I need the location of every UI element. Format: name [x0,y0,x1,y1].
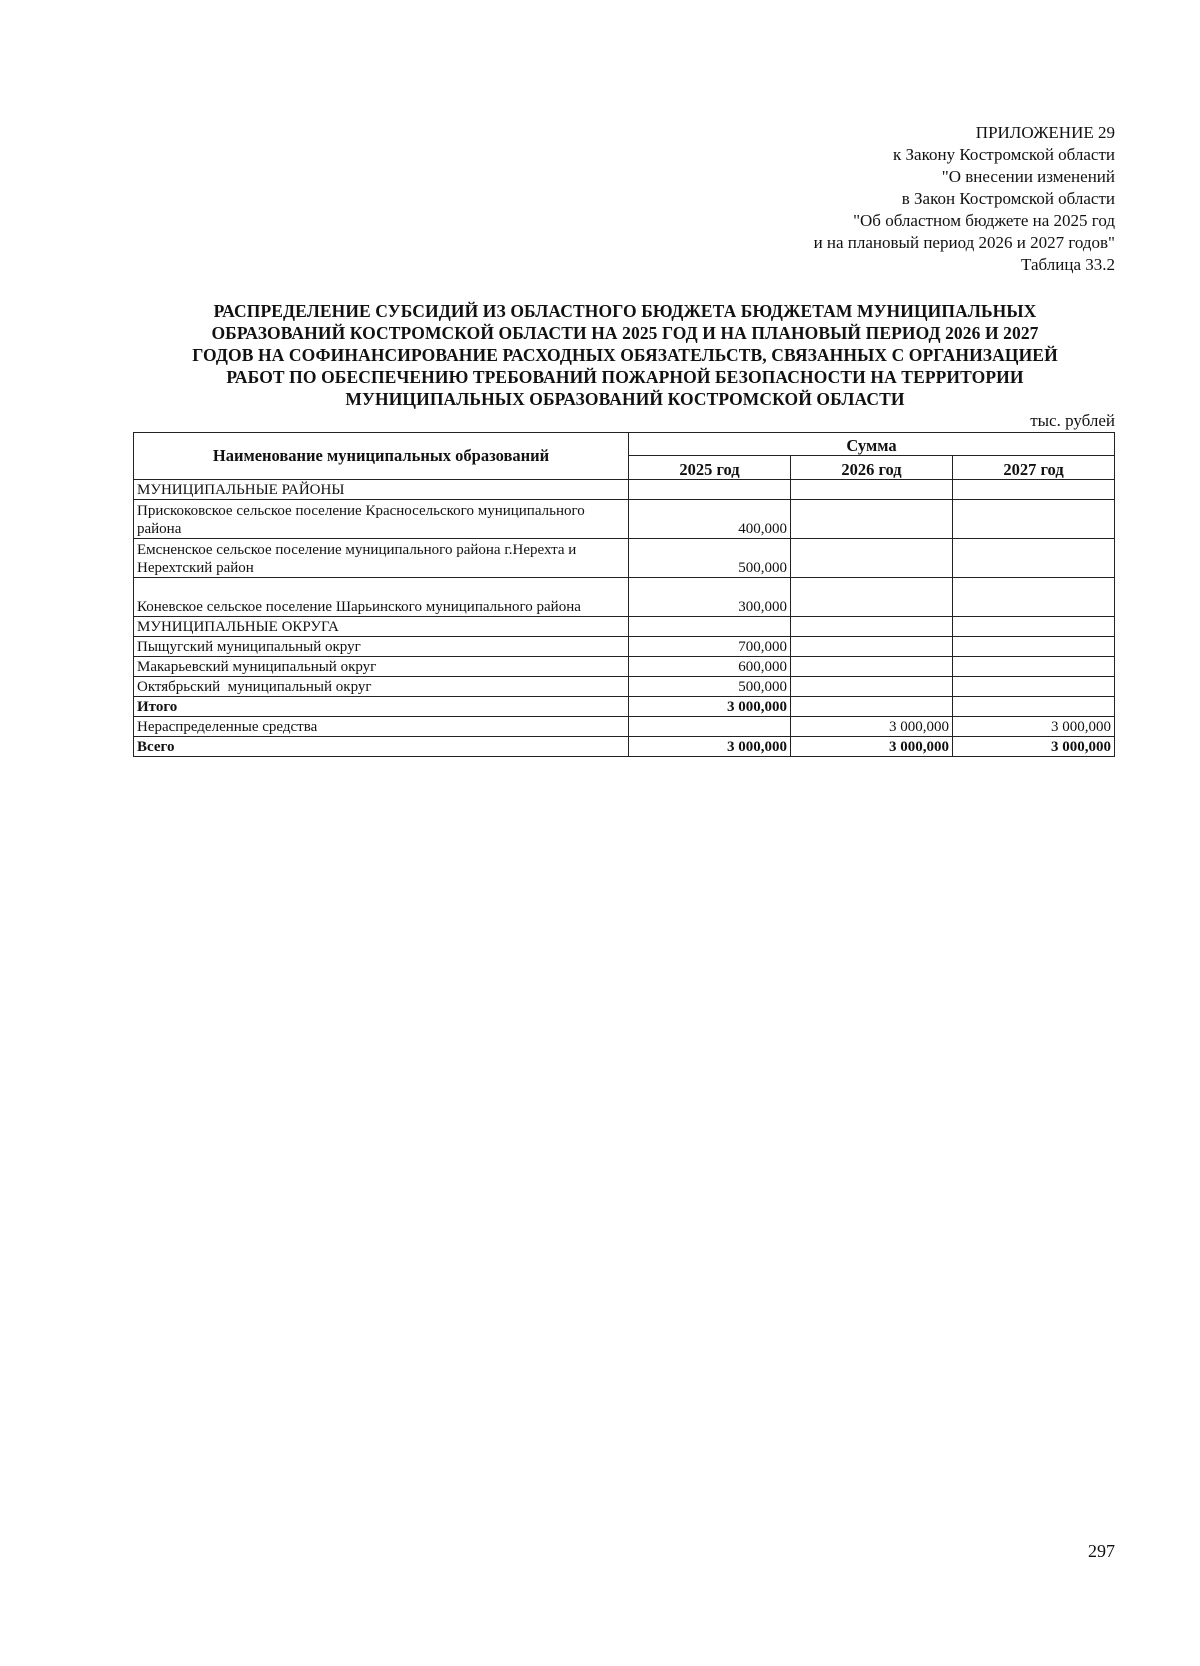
header-name: Наименование муниципальных образований [134,433,629,480]
subsidy-table [133,432,1115,757]
cell-2025: 600,000 [629,657,791,677]
appendix-line: и на плановый период 2026 и 2027 годов" [813,233,1115,252]
cell-2025: 700,000 [629,637,791,657]
table-row [134,539,1115,578]
title-line: ГОДОВ НА СОФИНАНСИРОВАНИЕ РАСХОДНЫХ ОБЯЗАТЕЛЬСТВ, СВЯЗАННЫХ С ОРГАНИЗАЦИЕЙ [192,345,1058,365]
cell-2027 [953,677,1115,697]
cell-2026 [791,578,953,617]
table-row [134,617,1115,637]
document-title [130,300,1120,410]
cell-2025 [629,617,791,637]
row-name: Коневское сельское поселение Шарьинского муниципального района [134,578,629,617]
cell-2026 [791,697,953,717]
cell-2025 [629,480,791,500]
cell-2026: 3 000,000 [791,717,953,737]
table-row [134,500,1115,539]
cell-2025 [629,717,791,737]
cell-2027 [953,637,1115,657]
subtotal-row [134,697,1115,717]
appendix-line: "Об областном бюджете на 2025 год [853,211,1115,230]
row-name: Пыщугский муниципальный округ [134,637,629,657]
header-year-2027: 2027 год [953,455,1115,479]
header-year-2025: 2025 год [629,455,791,479]
cell-2026 [791,500,953,539]
title-line: РАБОТ ПО ОБЕСПЕЧЕНИЮ ТРЕБОВАНИЙ ПОЖАРНОЙ БЕЗОПАСНОСТИ НА ТЕРРИТОРИИ [226,367,1024,387]
table-row [134,480,1115,500]
row-name: МУНИЦИПАЛЬНЫЕ ОКРУГА [134,617,629,637]
table-row [134,657,1115,677]
cell-2027: 3 000,000 [953,737,1115,757]
table-row [134,637,1115,657]
cell-2026 [791,677,953,697]
appendix-title: ПРИЛОЖЕНИЕ 29 [975,123,1115,142]
row-name: Нераспределенные средства [134,717,629,737]
cell-2025: 400,000 [629,500,791,539]
table-row [134,717,1115,737]
appendix-line: "О внесении изменений [941,167,1115,186]
cell-2027 [953,578,1115,617]
title-line: ОБРАЗОВАНИЙ КОСТРОМСКОЙ ОБЛАСТИ НА 2025 ГОД И НА ПЛАНОВЫЙ ПЕРИОД 2026 И 2027 [211,323,1039,343]
cell-2025: 3 000,000 [629,737,791,757]
cell-2026 [791,539,953,578]
header-year-2026: 2026 год [791,455,953,479]
cell-2027 [953,539,1115,578]
appendix-line: в Закон Костромской области [901,189,1115,208]
row-name: МУНИЦИПАЛЬНЫЕ РАЙОНЫ [134,480,629,500]
appendix-line: к Закону Костромской области [893,145,1115,164]
row-name: Всего [134,737,629,757]
cell-2026 [791,657,953,677]
cell-2027 [953,697,1115,717]
row-name: Макарьевский муниципальный округ [134,657,629,677]
cell-2026 [791,617,953,637]
row-name: Прискоковское сельское поселение Красносельского муниципального района [134,500,629,539]
unit-label: тыс. рублей [1030,411,1115,430]
cell-2027 [953,657,1115,677]
cell-2026: 3 000,000 [791,737,953,757]
cell-2025: 3 000,000 [629,697,791,717]
header-sum: Сумма [629,433,1115,456]
cell-2026 [791,637,953,657]
cell-2027: 3 000,000 [953,717,1115,737]
cell-2027 [953,480,1115,500]
page-number: 297 [1088,1541,1115,1561]
table-row [134,677,1115,697]
grand-total-row [134,737,1115,757]
cell-2025: 500,000 [629,677,791,697]
title-line: МУНИЦИПАЛЬНЫХ ОБРАЗОВАНИЙ КОСТРОМСКОЙ ОБЛАСТИ [345,389,905,409]
table-number: Таблица 33.2 [1021,255,1115,274]
cell-2027 [953,617,1115,637]
row-name: Итого [134,697,629,717]
cell-2027 [953,500,1115,539]
title-line: РАСПРЕДЕЛЕНИЕ СУБСИДИЙ ИЗ ОБЛАСТНОГО БЮДЖЕТА БЮДЖЕТАМ МУНИЦИПАЛЬНЫХ [213,301,1037,321]
row-name: Емсненское сельское поселение муниципального района г.Нерехта и Нерехтский район [134,539,629,578]
cell-2025: 500,000 [629,539,791,578]
cell-2025: 300,000 [629,578,791,617]
row-name: Октябрьский муниципальный округ [134,677,629,697]
appendix-header [635,122,1115,276]
table-row [134,578,1115,617]
cell-2026 [791,480,953,500]
